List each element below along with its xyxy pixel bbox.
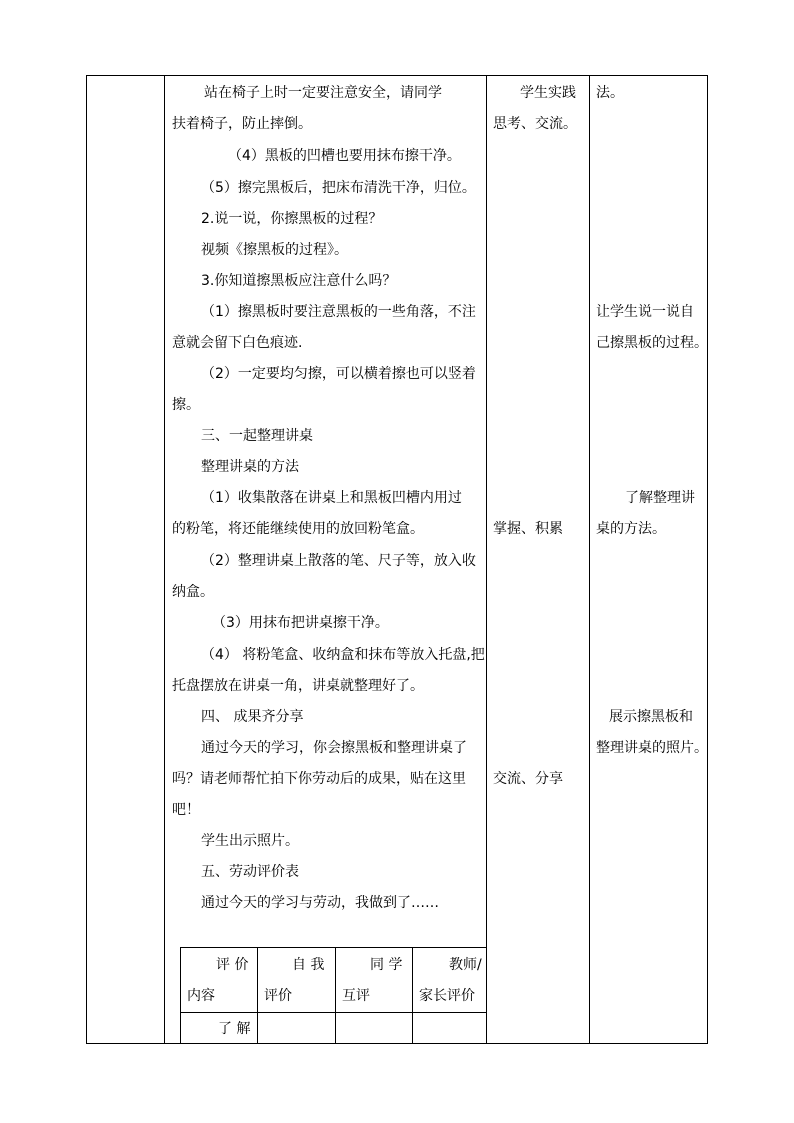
eval-header-cell: 自 我	[292, 957, 325, 973]
content-line: 吧！	[172, 802, 200, 818]
content-line: （4） 将粉笔盒、收纳盒和抹布等放入托盘,把	[201, 647, 485, 663]
design-intent: 法。	[596, 85, 624, 101]
content-line: 2.说一说，你擦黑板的过程？	[201, 211, 383, 227]
eval-row-label: 了 解	[218, 1021, 251, 1037]
eval-header-cell: 内容	[187, 988, 215, 1004]
student-activity: 思考、交流。	[493, 116, 577, 132]
content-line: 擦。	[172, 397, 200, 413]
student-activity: 交流、分享	[493, 771, 563, 787]
eval-table-border	[412, 947, 413, 1044]
column-divider	[164, 75, 165, 1044]
eval-header-cell: 互评	[342, 988, 370, 1004]
column-divider	[589, 75, 590, 1044]
design-intent: 桌的方法。	[596, 521, 666, 537]
content-line: 吗？请老师帮忙拍下你劳动后的成果，贴在这里	[172, 771, 466, 787]
content-line: （1）擦黑板时要注意黑板的一些角落，不注	[201, 304, 476, 320]
content-line: 站在椅子上时一定要注意安全，请同学	[204, 85, 442, 101]
content-line: 托盘摆放在讲桌一角，讲桌就整理好了。	[172, 678, 424, 694]
eval-table-border	[180, 1012, 486, 1013]
content-line: （1）收集散落在讲桌上和黑板凹槽内用过	[201, 490, 462, 506]
content-line: 视频《擦黑板的过程》。	[201, 242, 348, 258]
content-line: 通过今天的学习，你会擦黑板和整理讲桌了	[201, 740, 467, 756]
design-intent: 整理讲桌的照片。	[596, 740, 708, 756]
content-line: 整理讲桌的方法	[201, 459, 299, 475]
eval-table-border	[335, 947, 336, 1044]
eval-header-cell: 评 价	[216, 957, 249, 973]
eval-table-border	[180, 947, 486, 948]
content-line: 学生出示照片。	[201, 833, 299, 849]
content-line: 3.你知道擦黑板应注意什么吗？	[201, 273, 397, 289]
content-line: （4）黑板的凹槽也要用抹布擦干净。	[228, 148, 461, 164]
eval-table-border	[180, 947, 181, 1044]
eval-header-cell: 家长评价	[419, 988, 475, 1004]
eval-header-cell: 同 学	[370, 957, 403, 973]
content-line: 意就会留下白色痕迹.	[172, 335, 303, 351]
content-line: （5）擦完黑板后，把床布清洗干净，归位。	[201, 180, 476, 196]
design-intent: 让学生说一说自	[596, 304, 694, 320]
eval-header-cell: 教师/	[449, 957, 482, 973]
design-intent: 了解整理讲	[625, 490, 695, 506]
student-activity: 掌握、积累	[493, 521, 563, 537]
design-intent: 己擦黑板的过程。	[596, 335, 708, 351]
design-intent: 展示擦黑板和	[609, 709, 693, 725]
eval-header-cell: 评价	[264, 988, 292, 1004]
content-line: 纳盒。	[172, 584, 214, 600]
content-line: （2）整理讲桌上散落的笔、尺子等，放入收	[201, 553, 476, 569]
section-heading: 三、一起整理讲桌	[201, 428, 313, 444]
eval-table-border	[257, 947, 258, 1044]
column-divider	[486, 75, 487, 1044]
section-heading: 五、劳动评价表	[201, 864, 299, 880]
content-line: （2）一定要均匀擦，可以横着擦也可以竖着	[201, 366, 476, 382]
student-activity: 学生实践	[520, 85, 576, 101]
content-line: （3）用抹布把讲桌擦干净。	[212, 615, 389, 631]
section-heading: 四、 成果齐分享	[201, 709, 304, 725]
content-line: 扶着椅子，防止摔倒。	[172, 116, 312, 132]
content-line: 的粉笔，将还能继续使用的放回粉笔盒。	[172, 521, 424, 537]
content-line: 通过今天的学习与劳动，我做到了……	[201, 895, 439, 911]
